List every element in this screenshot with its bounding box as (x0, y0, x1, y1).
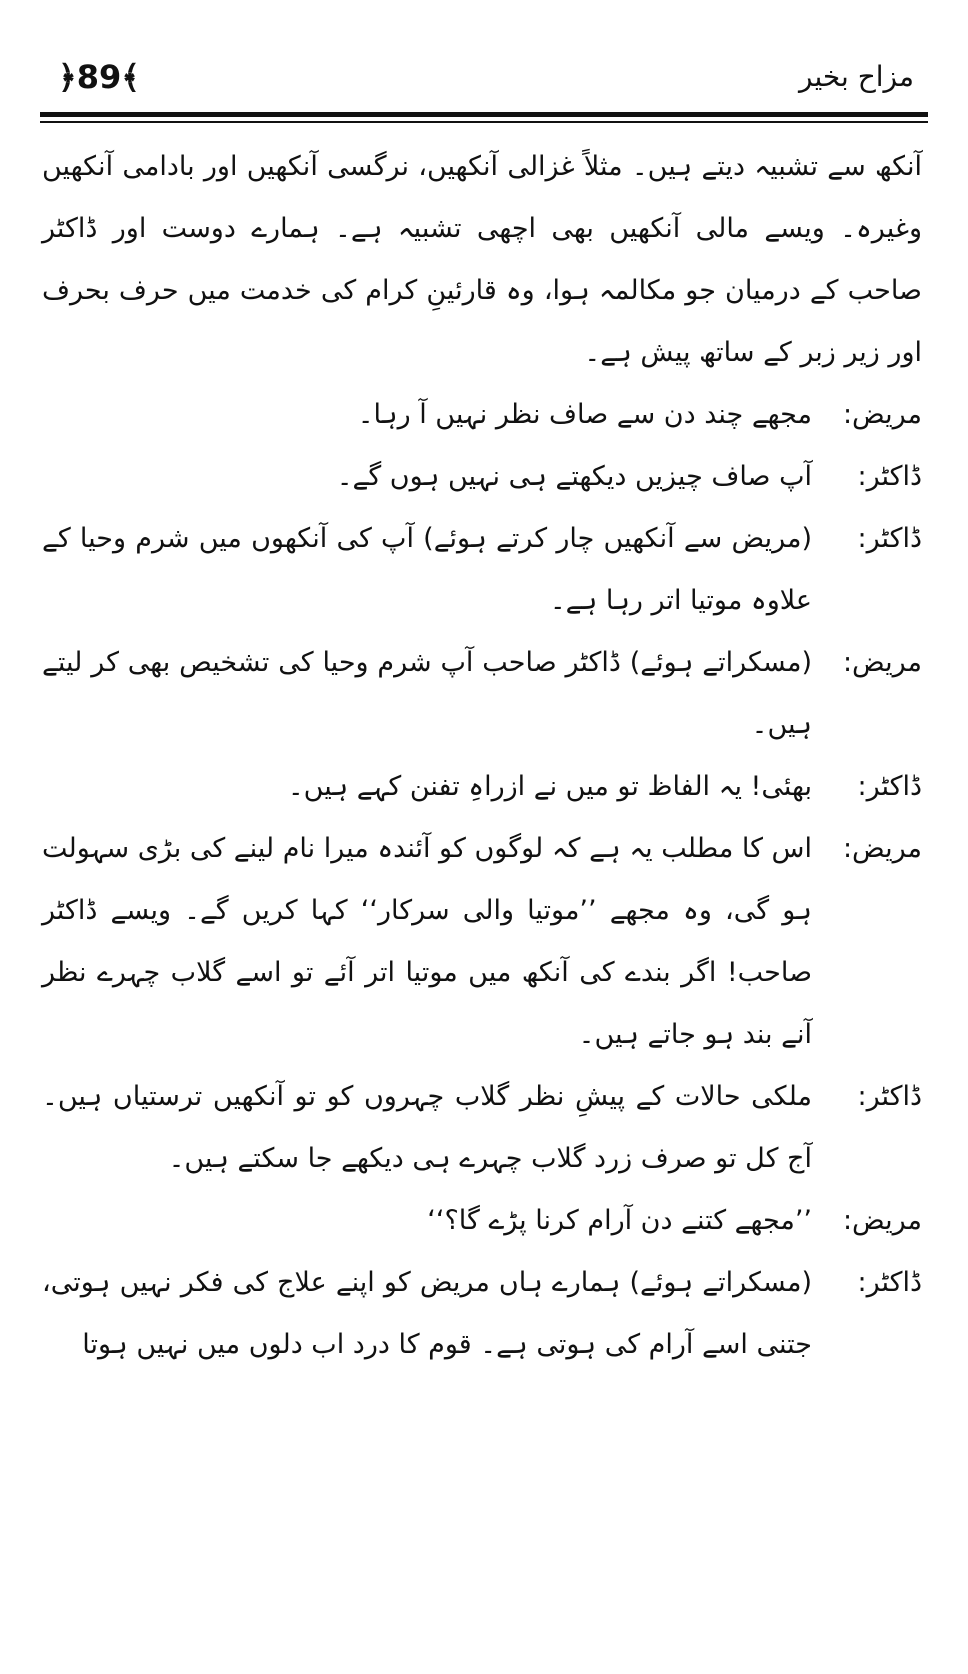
page-header (40, 58, 928, 110)
speech-text: ’’مجھے کتنے دن آرام کرنا پڑے گا؟‘‘ (427, 1205, 812, 1236)
running-title: مزاح بخیر (799, 60, 914, 93)
speaker-label: مریض: (842, 647, 922, 678)
dialogue-line (42, 446, 922, 508)
speaker-label: ڈاکٹر: (857, 1081, 922, 1112)
speaker-label: ڈاکٹر: (857, 771, 922, 802)
speech-text: (مسکراتے ہوئے) ڈاکٹر صاحب آپ شرم وحیا کی تشخیص بھی کر لیتے ہیں۔ (42, 647, 812, 740)
speech-text: ملکی حالات کے پیشِ نظر گلاب چہروں کو تو آنکھیں ترستیاں ہیں۔ آج کل تو صرف زرد گلاب چہرے ہی دیکھے جا سکتے ہیں۔ (42, 1081, 812, 1174)
dialogue-line (42, 1190, 922, 1252)
speaker-label: ڈاکٹر: (857, 1267, 922, 1298)
speaker-label: مریض: (842, 1205, 922, 1236)
speaker-label: مریض: (842, 833, 922, 864)
speech-text: (مریض سے آنکھیں چار کرتے ہوئے) آپ کی آنکھوں میں شرم وحیا کے علاوہ موتیا اتر رہا ہے۔ (42, 523, 812, 616)
speech-text: اس کا مطلب یہ ہے کہ لوگوں کو آئندہ میرا نام لینے کی بڑی سہولت ہو گی، وہ مجھے ’’موتیا والی سرکار‘‘ کہا کریں گے۔ ویسے ڈاکٹر صاحب! اگر بندے کی آنکھ میں موتیا اتر آئے تو اسے گلاب چہرے نظر آنے بند ہو جاتے ہیں۔ (41, 833, 812, 1050)
header-rule-thick (40, 112, 928, 117)
page-body (42, 136, 922, 1376)
dialogue-line (42, 818, 922, 1066)
header-rule-thin (40, 121, 928, 123)
dialogue-line (42, 1252, 922, 1376)
dialogue-line (42, 1066, 922, 1190)
speech-text: مجھے چند دن سے صاف نظر نہیں آ رہا۔ (357, 399, 812, 430)
dialogue-line (42, 508, 922, 632)
speaker-label: ڈاکٹر: (857, 461, 922, 492)
intro-paragraph: آنکھ سے تشبیہ دیتے ہیں۔ مثلاً غزالی آنکھیں، نرگسی آنکھیں اور بادامی آنکھیں وغیرہ۔ ویسے مالی آنکھیں بھی اچھی تشبیہ ہے۔ ہمارے دوست اور ڈاکٹر صاحب کے درمیان جو مکالمہ ہوا، وہ قارئینِ کرام کی خدمت میں حرف بحرف اور زیر زبر کے ساتھ پیش ہے۔ (42, 151, 922, 368)
dialogue-line (42, 756, 922, 818)
speaker-label: مریض: (842, 399, 922, 430)
speaker-label: ڈاکٹر: (857, 523, 922, 554)
speech-text: آپ صاف چیزیں دیکھتے ہی نہیں ہوں گے۔ (336, 461, 812, 492)
speech-text: (مسکراتے ہوئے) ہمارے ہاں مریض کو اپنے علاج کی فکر نہیں ہوتی، جتنی اسے آرام کی ہوتی ہے۔ قوم کا درد اب دلوں میں نہیں ہوتا (42, 1267, 812, 1360)
dialogue-line (42, 384, 922, 446)
dialogue-line (42, 632, 922, 756)
page-number: ﴿89﴾ (58, 58, 141, 96)
speech-text: بھئی! یہ الفاظ تو میں نے ازراہِ تفنن کہے ہیں۔ (287, 771, 812, 802)
